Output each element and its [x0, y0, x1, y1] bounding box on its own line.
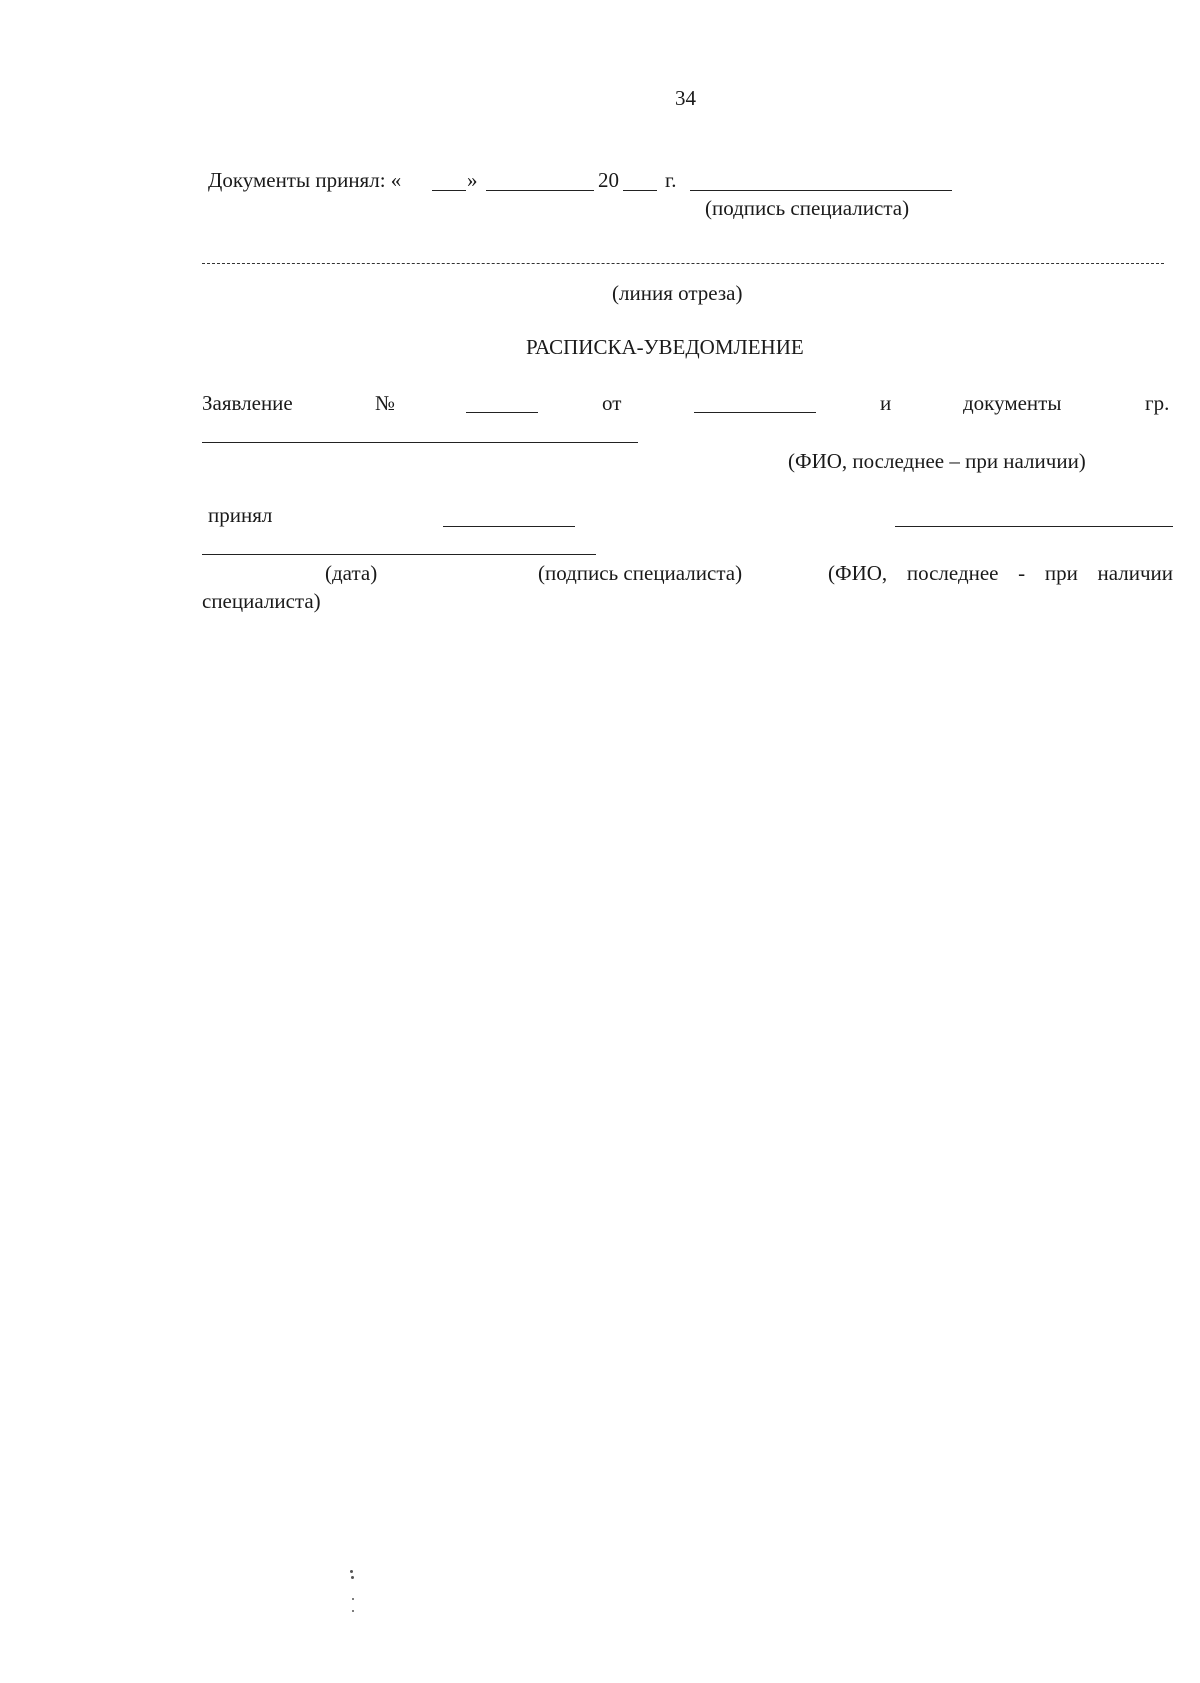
from-word: от — [602, 391, 622, 415]
date-caption: (дата) — [325, 561, 378, 585]
month-blank[interactable] — [486, 190, 594, 191]
statement-number-blank[interactable] — [466, 412, 538, 413]
scan-speck — [351, 1576, 354, 1579]
signature-blank[interactable] — [690, 190, 952, 191]
citizen-fio-caption: (ФИО, последнее – при наличии) — [788, 449, 1086, 473]
accepted-signature-blank[interactable] — [443, 526, 575, 527]
accepted-fio-blank[interactable] — [895, 526, 1173, 527]
page-number: 34 — [675, 86, 696, 110]
and-word: и — [880, 391, 892, 415]
day-blank[interactable] — [432, 190, 466, 191]
receipt-title: РАСПИСКА-УВЕДОМЛЕНИЕ — [526, 335, 804, 359]
year-suffix: г. — [665, 168, 677, 192]
scan-speck — [352, 1610, 354, 1612]
acceptance-label: Документы принял: « — [208, 168, 402, 192]
documents-word: документы — [963, 391, 1062, 415]
accepted-label: принял — [208, 503, 273, 527]
cut-line-caption: (линия отреза) — [612, 281, 743, 305]
acceptance-quote-close: » — [467, 168, 478, 192]
signature-caption: (подпись специалиста) — [705, 196, 910, 220]
number-sign: № — [375, 391, 396, 415]
statement-date-blank[interactable] — [694, 412, 816, 413]
accepted-date-blank[interactable] — [202, 554, 596, 555]
scan-speck — [352, 1598, 354, 1600]
citizen-abbr: гр. — [1145, 391, 1170, 415]
year-blank[interactable] — [623, 190, 657, 191]
specialist-fio-caption: (ФИО, последнее - при наличии — [828, 561, 1173, 585]
statement-word: Заявление — [202, 391, 293, 415]
citizen-name-blank[interactable] — [202, 442, 638, 443]
cut-line — [202, 263, 1164, 264]
specialist-fio-caption-cont: специалиста) — [202, 589, 321, 613]
signature-caption-2: (подпись специалиста) — [538, 561, 743, 585]
year-prefix: 20 — [598, 168, 619, 192]
scan-speck — [350, 1570, 353, 1573]
